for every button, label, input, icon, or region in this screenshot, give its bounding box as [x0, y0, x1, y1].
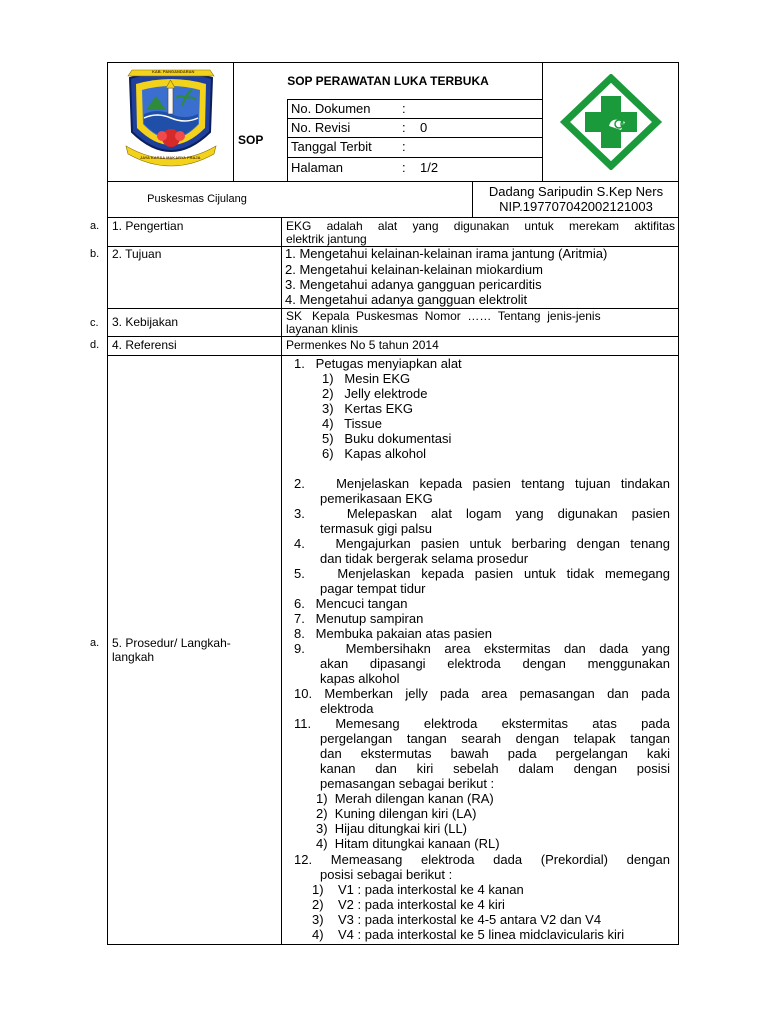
- procedure-line: 7. Menutup sampiran: [294, 611, 424, 626]
- revision-value: 0: [420, 120, 428, 135]
- pengertian-line-2: elektrik jantung: [286, 232, 367, 246]
- procedure-line: 3. Melepaskan alat logam yang digunakan pasien: [294, 506, 670, 521]
- row-label-pengertian: 1. Pengertian: [112, 219, 184, 233]
- procedure-line: 1) V1 : pada interkostal ke 4 kanan: [312, 882, 524, 897]
- sop-label: SOP: [238, 133, 264, 147]
- procedure-line: 6. Mencuci tangan: [294, 596, 408, 611]
- row-label-tujuan: 2. Tujuan: [112, 247, 162, 261]
- procedure-line: 3) V3 : pada interkostal ke 4-5 antara V2 dan V4: [312, 912, 602, 927]
- procedure-line: 2. Menjelaskan kepada pasien tentang tujuan tindakan: [294, 476, 670, 491]
- procedure-line: kapas alkohol: [320, 671, 400, 686]
- procedure-line: 1. Petugas menyiapkan alat: [294, 356, 462, 371]
- procedure-line: 8. Membuka pakaian atas pasien: [294, 626, 493, 641]
- logo-ribbon-top: KAB. PANGANDARAN: [152, 69, 195, 74]
- procedure-line: kanan dan kiri sebelah dalam dengan posisi: [320, 761, 670, 776]
- procedure-line: 2) V2 : pada interkostal ke 4 kiri: [312, 897, 505, 912]
- row-letter-b: b.: [90, 248, 100, 260]
- revision-label: No. Revisi: [291, 120, 351, 135]
- procedure-line: dan tidak bergerak selama prosedur: [320, 551, 529, 566]
- procedure-line: pemasangan sebagai berikut :: [320, 776, 495, 791]
- row-letter-a2: a.: [90, 637, 100, 649]
- revision-colon: :: [402, 120, 406, 135]
- row-label-kebijakan: 3. Kebijakan: [112, 315, 179, 329]
- procedure-line: pagar tempat tidur: [320, 581, 426, 596]
- signer-name: Dadang Saripudin S.Kep Ners: [488, 184, 664, 199]
- procedure-line: pergelangan tangan searah dengan telapak tangan: [320, 731, 670, 746]
- procedure-line: pemerikasaan EKG: [320, 491, 433, 506]
- kebijakan-line-1: SK Kepala Puskesmas Nomor …… Tentang jenis-jenis: [286, 309, 601, 323]
- health-cross-logo: [559, 74, 663, 170]
- doc-number-colon: :: [402, 101, 406, 116]
- referensi-text: Permenkes No 5 tahun 2014: [286, 338, 439, 352]
- logo-ribbon-bottom: JAYA KARSA MAKARYA PRAJA: [140, 155, 201, 160]
- procedure-line: 3) Kertas EKG: [322, 401, 414, 416]
- pengertian-line-1: EKG adalah alat yang digunakan untuk merekam aktifitas: [286, 219, 675, 233]
- procedure-line: dan ekstermutas bawah pada pergelangan kaki: [320, 746, 670, 761]
- procedure-line: 5) Buku dokumentasi: [322, 431, 452, 446]
- tujuan-item-4: 4. Mengetahui adanya gangguan elektrolit: [285, 292, 528, 307]
- procedure-line: 3) Hijau ditungkai kiri (LL): [316, 821, 468, 836]
- tujuan-item-2: 2. Mengetahui kelainan-kelainan miokardium: [285, 262, 543, 277]
- procedure-line: 5. Menjelaskan kepada pasien untuk tidak memegang: [294, 566, 670, 581]
- organization-name: Puskesmas Cijulang: [147, 193, 247, 205]
- doc-number-label: No. Dokumen: [291, 101, 371, 116]
- page-label: Halaman: [291, 160, 344, 175]
- procedure-line: 2) Kuning dilengan kiri (LA): [316, 806, 477, 821]
- regency-logo: [122, 68, 220, 174]
- row-label-prosedur-2: langkah: [112, 650, 155, 664]
- procedure-line: 4) Hitam ditungkai kanaan (RL): [316, 836, 500, 851]
- signer-nip: NIP.197707042002121003: [499, 199, 653, 214]
- procedure-line: 6) Kapas alkohol: [322, 446, 427, 461]
- issue-date-label: Tanggal Terbit: [291, 139, 372, 154]
- procedure-line: termasuk gigi palsu: [320, 521, 432, 536]
- row-letter-a: a.: [90, 220, 100, 232]
- procedure-line: posisi sebagai berikut :: [320, 867, 453, 882]
- procedure-line: elektroda: [320, 701, 374, 716]
- procedure-line: 4) V4 : pada interkostal ke 5 linea midclavicularis kiri: [312, 927, 625, 942]
- page-value: 1/2: [420, 160, 439, 175]
- document-title: SOP PERAWATAN LUKA TERBUKA: [287, 74, 489, 88]
- procedure-line: 4. Mengajurkan pasien untuk berbaring dengan tenang: [294, 536, 670, 551]
- tujuan-item-3: 3. Mengetahui adanya gangguan pericarditis: [285, 277, 542, 292]
- procedure-line: 2) Jelly elektrode: [322, 386, 428, 401]
- row-letter-c: c.: [90, 317, 99, 329]
- tujuan-item-1: 1. Mengetahui kelainan-kelainan irama jantung (Aritmia): [285, 246, 608, 261]
- issue-date-colon: :: [402, 139, 406, 154]
- row-label-prosedur-1: 5. Prosedur/ Langkah-: [112, 636, 231, 650]
- procedure-line: 9. Membersihakn area ekstermitas dan dada yang: [294, 641, 670, 656]
- row-letter-d: d.: [90, 339, 100, 351]
- procedure-line: 10. Memberkan jelly pada area pemasangan dan pada: [294, 686, 670, 701]
- procedure-line: 12. Memeasang elektroda dada (Prekordial) dengan: [294, 852, 670, 867]
- procedure-line: 11. Memesang elektroda ekstermitas atas pada: [294, 716, 670, 731]
- procedure-line: 1) Mesin EKG: [322, 371, 411, 386]
- procedure-line: 4) Tissue: [322, 416, 382, 431]
- procedure-line: akan dipasangi elektroda dengan menggunakan: [320, 656, 670, 671]
- kebijakan-line-2: layanan klinis: [286, 322, 359, 336]
- procedure-line: 1) Merah dilengan kanan (RA): [316, 791, 494, 806]
- page-colon: :: [402, 160, 406, 175]
- row-label-referensi: 4. Referensi: [112, 338, 177, 352]
